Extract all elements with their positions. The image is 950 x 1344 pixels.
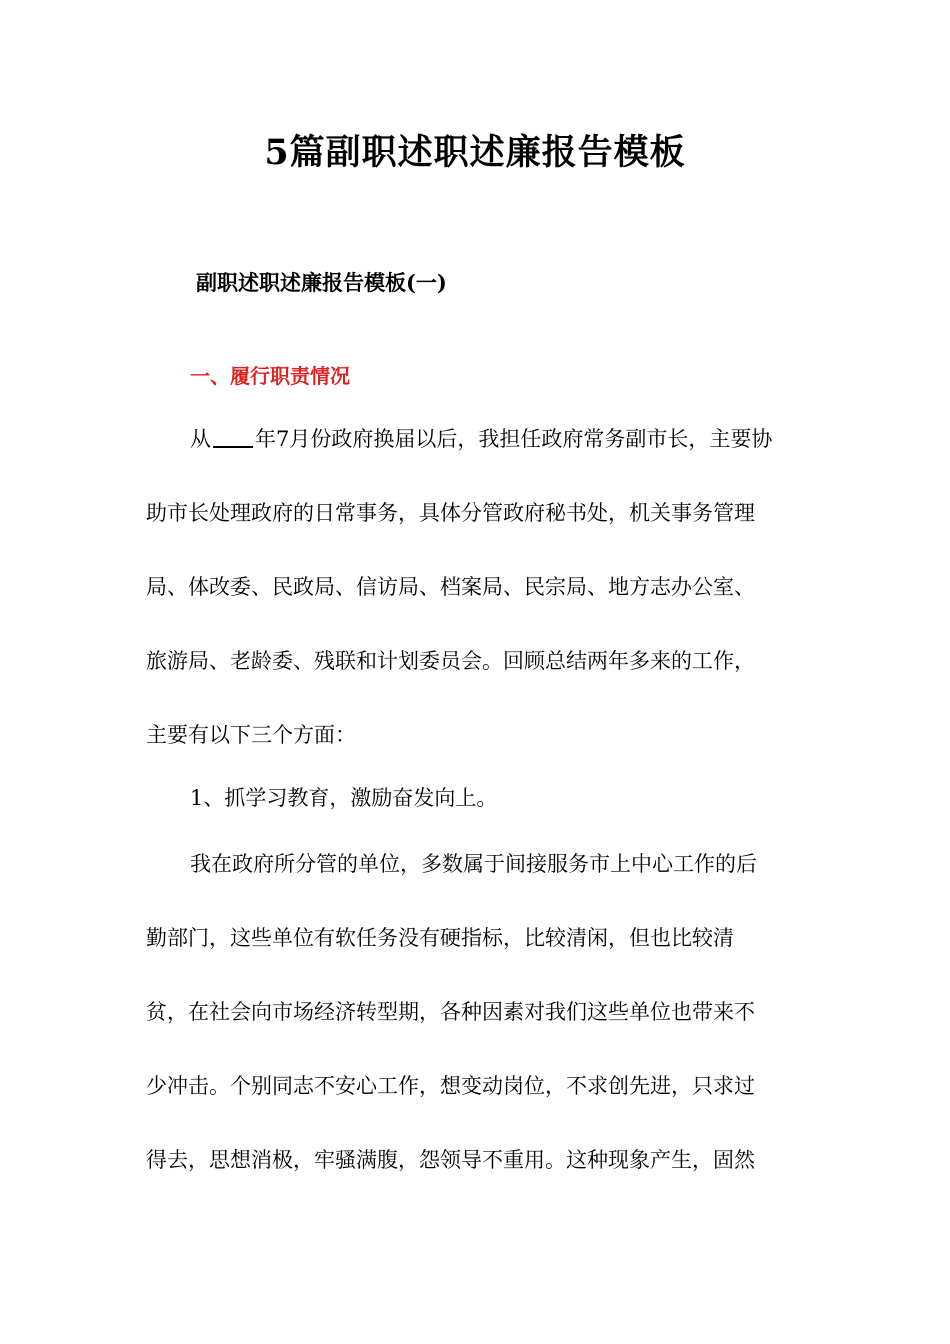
paragraph-line: 得去，思想消极，牢骚满腹，怨领导不重用。这种现象产生，固然: [146, 1148, 755, 1172]
list-item: 1、抓学习教育，激励奋发向上。: [190, 786, 498, 810]
paragraph-line: 助市长处理政府的日常事务，具体分管政府秘书处，机关事务管理: [146, 501, 755, 525]
text-fragment: 年7月份政府换届以后，我担任政府常务副市长，主要协: [255, 427, 773, 451]
paragraph-line: 主要有以下三个方面：: [146, 723, 356, 747]
paragraph-line: 局、体改委、民政局、信访局、档案局、民宗局、地方志办公室、: [146, 575, 755, 599]
document-title: 5篇副职述职述廉报告模板: [264, 132, 686, 173]
paragraph-line: 我在政府所分管的单位，多数属于间接服务市上中心工作的后: [190, 852, 757, 876]
text-fragment: 从: [190, 427, 211, 451]
paragraph-line: 少冲击。个别同志不安心工作，想变动岗位，不求创先进，只求过: [146, 1074, 755, 1098]
paragraph-line: 旅游局、老龄委、残联和计划委员会。回顾总结两年多来的工作，: [146, 649, 755, 673]
paragraph-line: 勤部门，这些单位有软任务没有硬指标，比较清闲，但也比较清: [146, 926, 734, 950]
section-heading: 一、履行职责情况: [190, 364, 350, 388]
paragraph-line: 贫，在社会向市场经济转型期，各种因素对我们这些单位也带来不: [146, 1000, 755, 1024]
fill-in-blank: [213, 424, 253, 448]
paragraph-line: [190, 424, 772, 454]
document-subtitle: 副职述职述廉报告模板(一): [196, 270, 447, 295]
